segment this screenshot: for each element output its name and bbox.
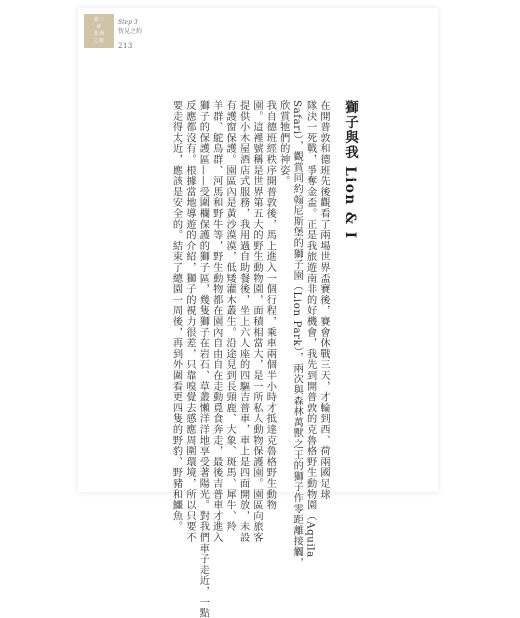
chapter-tab-line: 之旅: [93, 38, 105, 44]
text-column: 隊決一死戰，爭奪金盃。正是我旅遊南非的好機會，我先到開普敦的克魯格野生動物園（Aquila: [304, 100, 316, 558]
chapter-tab-line: 章: [96, 24, 102, 30]
chapter-tab: [84, 14, 114, 48]
text-column: Safari），觀賞同約翰尼斯堡的獅子園（Lion Park），兩次與森林萬獸之王的獅子作零距離接觸，: [291, 100, 303, 569]
text-column: 反應都沒有。根據當地導遊的介紹，獅子的視力很差，只靠嗅覺去感應周圍環境，所以只要不: [183, 100, 195, 543]
text-column: 我自德班經秩序開普敦後，馬上進入一個行程，乘車兩個半小時才抵達克魯格野生動物: [264, 100, 276, 511]
text-column: 園。這裡號稱是世界第五大的野生動物園，面積相當大，是一所私人動物保護園。園區向旅客: [250, 100, 262, 543]
chapter-tab-line: 非洲: [93, 31, 105, 37]
article-body: [120, 100, 360, 618]
text-column: 在開普敦和德班先後觀看了兩場世界盃賽後，賽會休戰三天，才輪到西、荷兩國足球: [318, 100, 329, 500]
step-label: Step 3: [118, 19, 138, 26]
running-header: [118, 18, 142, 36]
page-number: 213: [118, 42, 133, 50]
text-column: 欣賞牠們的神姿。: [277, 100, 289, 187]
section-title: 恍見之約: [118, 28, 143, 35]
chapter-tab-line: 第三: [93, 17, 105, 23]
text-column: 有護窗保護。園區內是黃沙漠漠，低矮灌木叢生。沿途見到長頸鹿、大象、斑馬、犀牛、羚: [224, 100, 236, 532]
text-column: 獅子的保護區——受圍欄保護的獅子區，幾隻獅子在岩石、草叢懶洋洋地享受著陽光。對我們車子走近，一點: [197, 100, 209, 618]
article-title: 獅子與我 Lion & I: [342, 100, 358, 240]
text-column: 羊群、鴕鳥群、河馬和野牛等，野生動物都在園內自由自在走動覓食奔走，最後吉普車才進入: [210, 100, 222, 543]
text-column: 提供小木屋酒店式服務，我用過自助餐後，坐上六人座的四驅吉普車，車上是四面開放，未設: [237, 100, 249, 543]
text-column: 要走得太近，應該是安全的。結束了總園一周後，再到外圍看更四隻的野豹、野豬和鱷魚。: [170, 100, 182, 532]
